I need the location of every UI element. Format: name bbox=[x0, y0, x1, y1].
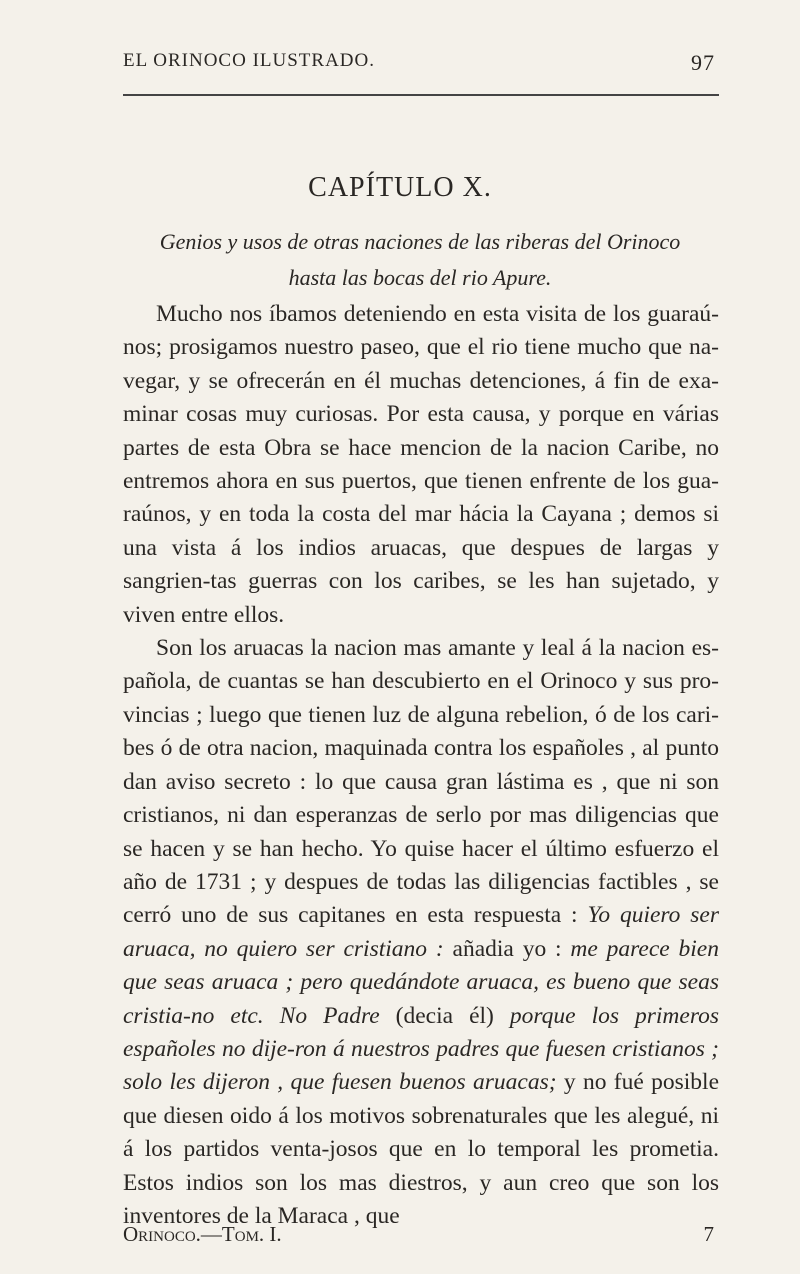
signature-line bbox=[123, 1222, 282, 1247]
body-text bbox=[123, 298, 719, 1233]
paragraph-1: Mucho nos íbamos deteniendo en esta visita de los guaraú-nos; prosigamos nuestro paseo, que el rio tiene mucho que na-vegar, y se ofrecerán en él muchas detenciones, á fin de exa-minar cosas muy curiosas. Por esta causa, y porque en várias partes de esta Obra se hace mencion de la nacion Caribe, no entremos ahora en sus puertos, que tienen enfrente de los gua-raúnos, y en toda la costa del mar hácia la Cayana ; demos si una vista á los indios aruacas, que despues de largas y sangrien-tas guerras con los caribes, se les han sujetado, y viven entre ellos. bbox=[123, 301, 719, 628]
p2-italic-1: Yo quiero ser aruaca, no quiero ser cristiano : bbox=[123, 902, 719, 962]
header-rule bbox=[123, 94, 719, 96]
subtitle-line-2: hasta las bocas del rio Apure. bbox=[288, 265, 552, 290]
signature-text: Orinoco.—Tom. I. bbox=[123, 1222, 282, 1246]
p2-italic-2: me parece bien que seas aruaca ; pero quedándote aruaca, es bueno que seas cristia-no etc. No Padre bbox=[123, 935, 719, 1029]
running-title: EL ORINOCO ILUSTRADO. bbox=[123, 50, 375, 71]
paragraph-2 bbox=[123, 632, 719, 1233]
p2-text-c: (decia él) bbox=[379, 1002, 510, 1029]
page-number: 97 bbox=[691, 50, 715, 75]
chapter-subtitle bbox=[100, 224, 740, 296]
running-head bbox=[123, 50, 715, 80]
chapter-title: CAPÍTULO X. bbox=[308, 172, 492, 203]
p2-text-d: y no fué posible que diesen oido á los motivos sobrenaturales que les alegué, ni á los partidos venta-josos que en lo temporal les prometia. Estos indios son los mas diestros, y aun creo que son los inventores de la Maraca , que bbox=[123, 1069, 719, 1229]
page-footer bbox=[123, 1222, 719, 1252]
p2-text-a: Son los aruacas la nacion mas amante y leal á la nacion es-pañola, de cuantas se han descubierto en el Orinoco y sus pro-vincias ; luego que tienen luz de alguna rebelion, ó de los cari-bes ó de otra nacion, maquinada contra los españoles , al punto dan aviso secreto : lo que causa gran lástima es , que ni son cristianos, ni dan esperanzas de serlo por mas diligencias que se hacen y se han hecho. Yo quise hacer el último esfuerzo el año de 1731 ; y despues de todas las diligencias factibles , se cerró uno de sus capitanes en esta respuesta : bbox=[123, 635, 719, 929]
p2-italic-3: porque los primeros españoles no dije-ron á nuestros padres que fuesen cristianos ; solo les dijeron , que fuesen buenos aruacas; bbox=[123, 1002, 719, 1096]
p2-text-b: añadia yo : bbox=[443, 935, 571, 962]
signature-mark: 7 bbox=[703, 1222, 714, 1246]
subtitle-line-1: Genios y usos de otras naciones de las riberas del Orinoco bbox=[159, 229, 681, 254]
